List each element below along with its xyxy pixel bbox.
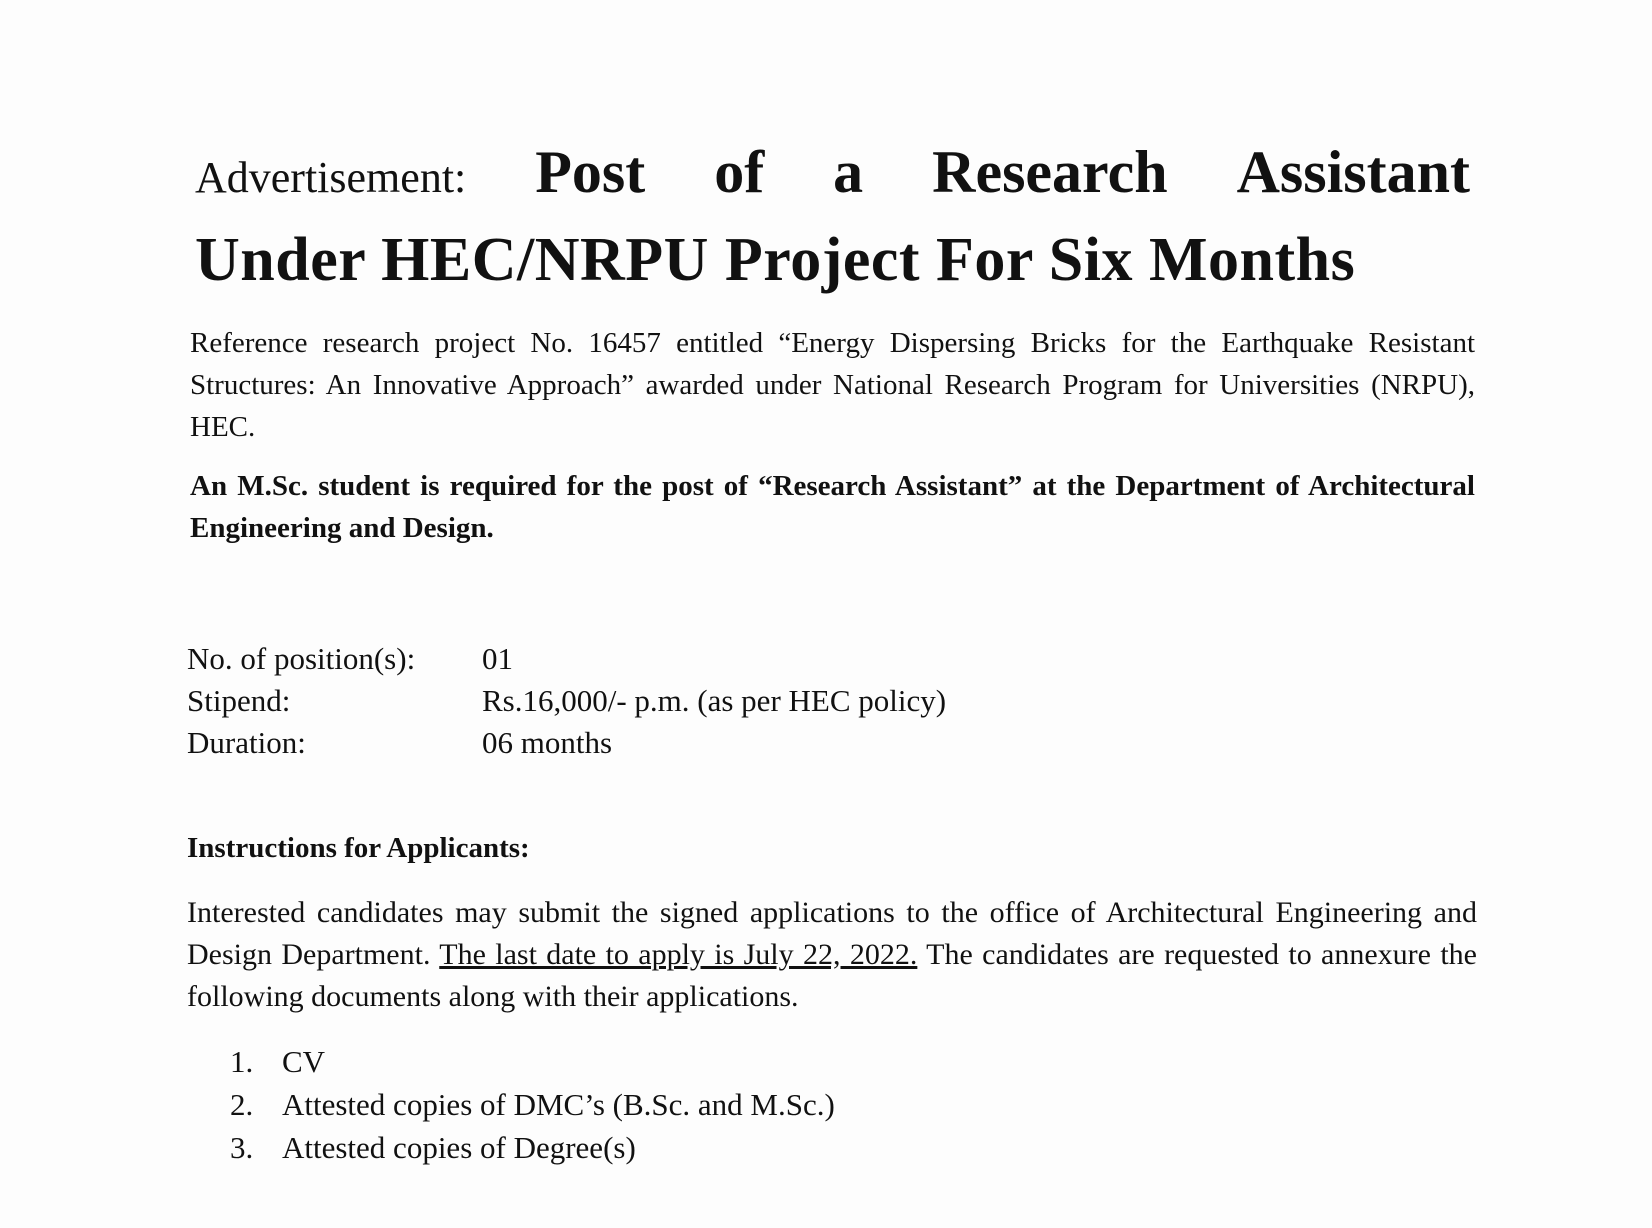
list-item-text: CV (282, 1044, 326, 1079)
list-item-number: 2. (230, 1087, 254, 1122)
list-item-text: Attested copies of Degree(s) (282, 1130, 636, 1165)
list-item (230, 1083, 835, 1126)
position-details (187, 638, 946, 764)
list-item-number: 1. (230, 1044, 254, 1079)
title-word: Assistant (1236, 139, 1470, 205)
advertisement-title (195, 128, 1475, 304)
title-word: of (714, 139, 765, 205)
required-documents-list (230, 1040, 835, 1169)
requirement-paragraph: An M.Sc. student is required for the post of “Research Assistant” at the Department of Architectural Engineering and Design. (190, 470, 1475, 544)
detail-row-positions (187, 638, 946, 680)
deadline-text: The last date to apply is July 22, 2022. (439, 938, 918, 971)
title-word: a (833, 139, 864, 205)
detail-label: Duration: (187, 725, 306, 760)
instructions-text-after: The candidates are requested to annexure the following documents along with their applications. (187, 938, 1477, 1013)
list-item (230, 1126, 835, 1169)
instructions-heading: Instructions for Applicants: (187, 832, 530, 864)
instructions-paragraph (187, 892, 1477, 1018)
detail-value: 01 (482, 641, 513, 676)
list-item (230, 1040, 835, 1083)
title-line-1 (195, 128, 1470, 222)
detail-label: Stipend: (187, 683, 291, 718)
detail-label: No. of position(s): (187, 641, 416, 676)
detail-row-stipend (187, 680, 946, 722)
title-prefix: Advertisement: (195, 153, 467, 202)
title-word: Post (535, 139, 646, 205)
instructions-text-before: Interested candidates may submit the signed applications to the office of Architectural Engineering and Design Department. (187, 896, 1477, 971)
title-line-2: Under HEC/NRPU Project For Six Months (195, 226, 1356, 294)
detail-value: Rs.16,000/- p.m. (as per HEC policy) (482, 683, 947, 718)
detail-value: 06 months (482, 725, 613, 760)
title-word: Research (932, 139, 1168, 205)
list-item-number: 3. (230, 1130, 254, 1165)
detail-row-duration (187, 722, 946, 764)
list-item-text: Attested copies of DMC’s (B.Sc. and M.Sc.) (282, 1087, 835, 1122)
reference-paragraph: Reference research project No. 16457 entitled “Energy Dispersing Bricks for the Earthquake Resistant Structures: An Innovative Approach” awarded under National Research Program for Universities (NRPU), HEC. (190, 327, 1475, 443)
